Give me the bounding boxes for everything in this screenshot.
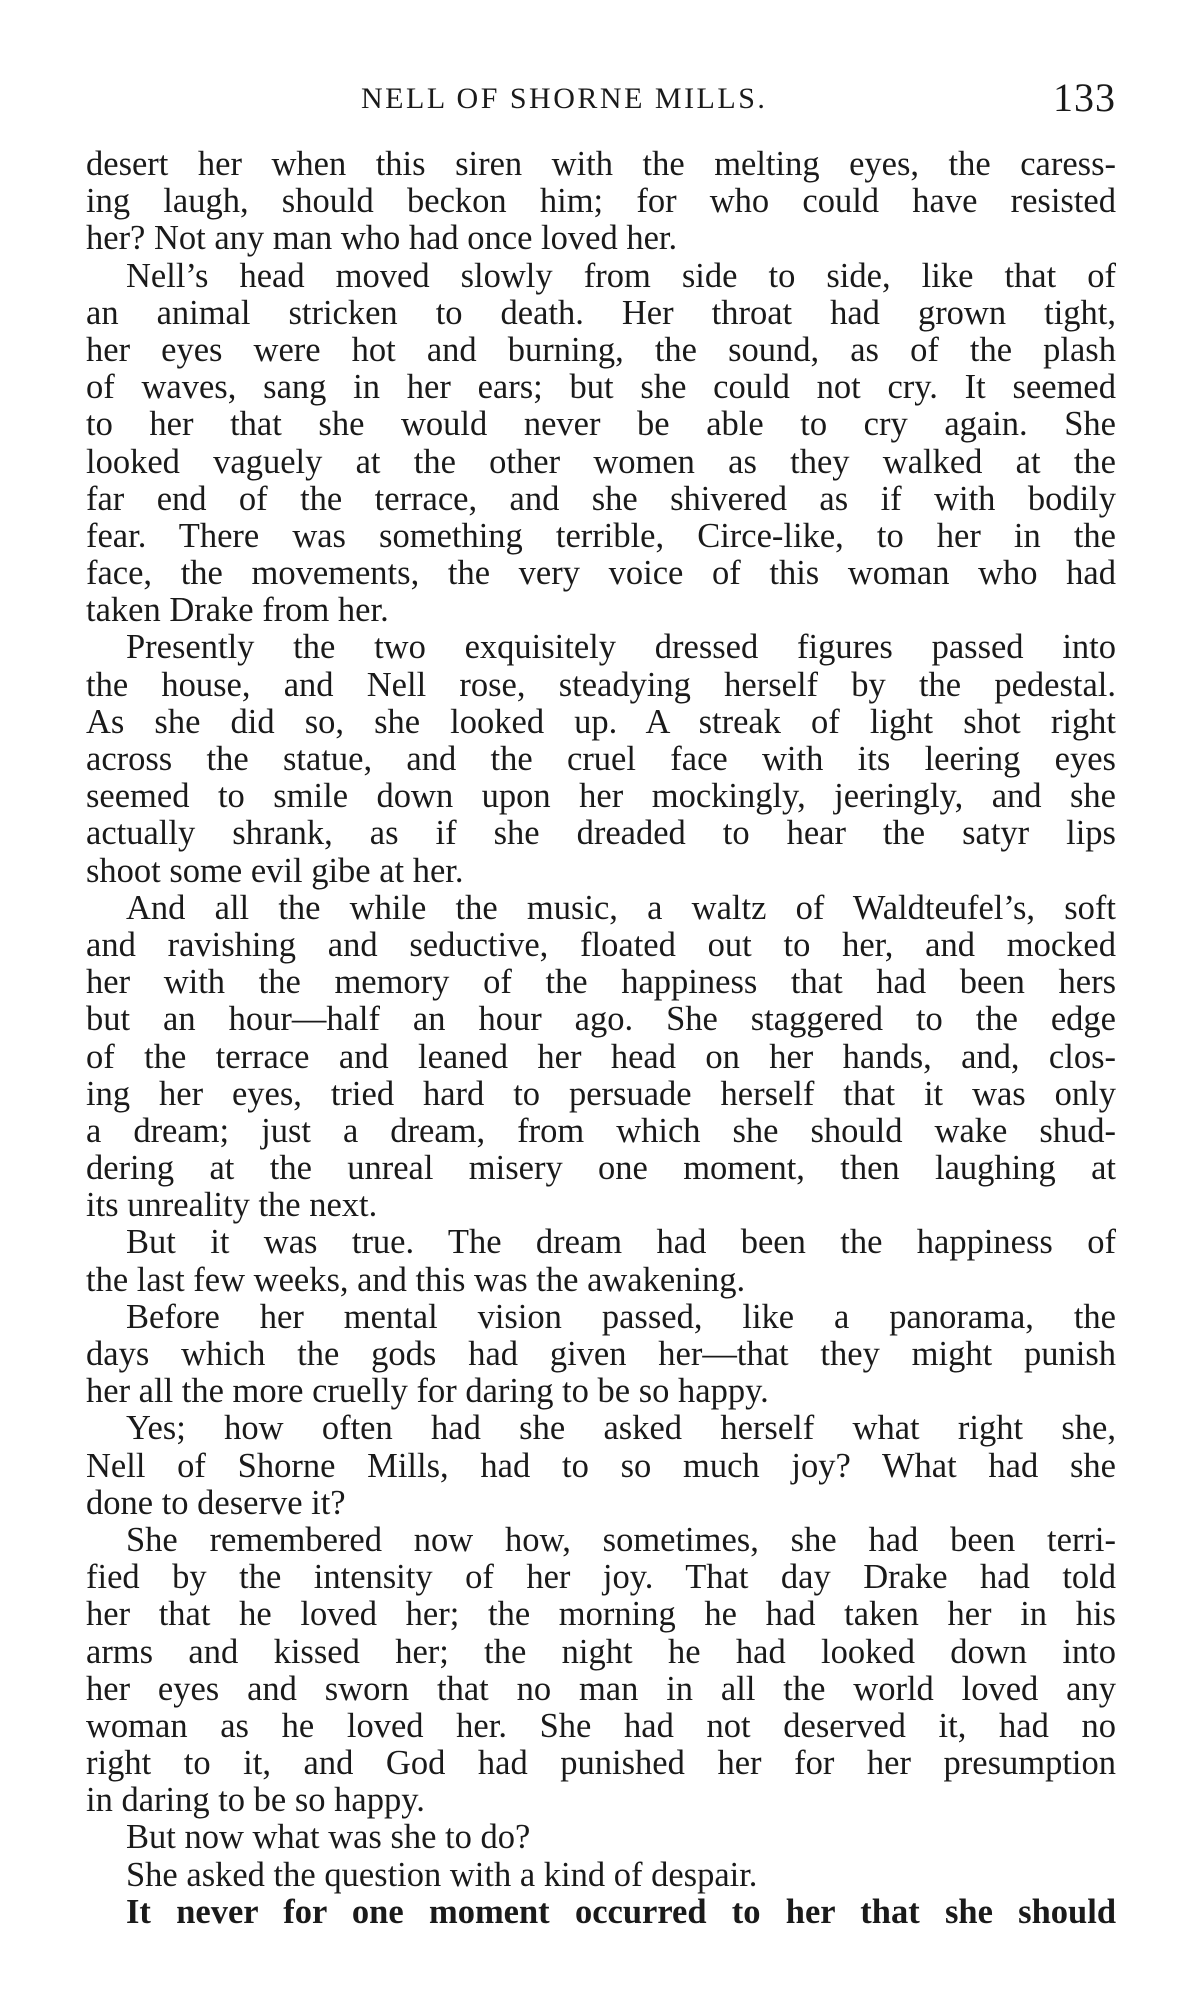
text-line: the house, and Nell rose, steadying herself by the pedestal. <box>86 665 1116 704</box>
text-line: its unreality the next. <box>86 1186 378 1225</box>
text-line: her all the more cruelly for daring to be so happy. <box>86 1372 769 1411</box>
text-line: actually shrank, as if she dreaded to hear the satyr lips <box>86 814 1116 853</box>
text-line: in daring to be so happy. <box>86 1781 425 1820</box>
text-line: far end of the terrace, and she shivered as if with bodily <box>86 479 1116 518</box>
text-line: a dream; just a dream, from which she should wake shud- <box>86 1111 1116 1150</box>
text-line: ing her eyes, tried hard to persuade herself that it was only <box>86 1074 1116 1113</box>
text-line: of waves, sang in her ears; but she could not cry. It seemed <box>86 368 1116 407</box>
text-line: to her that she would never be able to cry again. She <box>86 405 1116 444</box>
text-line: and ravishing and seductive, floated out to her, and mocked <box>86 925 1116 964</box>
page-header <box>86 74 1116 124</box>
text-line: And all the while the music, a waltz of Waldteufel’s, soft <box>126 888 1116 927</box>
text-line: but an hour—half an hour ago. She staggered to the edge <box>86 1000 1116 1039</box>
text-line: It never for one moment occurred to her that she should <box>126 1892 1116 1931</box>
body-text <box>86 146 1116 1931</box>
text-line: woman as he loved her. She had not deserved it, had no <box>86 1706 1116 1745</box>
text-line: across the statue, and the cruel face with its leering eyes <box>86 740 1116 778</box>
text-line: days which the gods had given her—that they might punish <box>86 1335 1116 1373</box>
running-title: NELL OF SHORNE MILLS. <box>361 82 768 115</box>
text-line: her with the memory of the happiness that had been hers <box>86 963 1116 1002</box>
text-line: face, the movements, the very voice of this woman who had <box>86 554 1116 593</box>
text-line: Yes; how often had she asked herself what right she, <box>126 1409 1116 1448</box>
text-line: her eyes were hot and burning, the sound, as of the plash <box>86 330 1116 369</box>
text-line: But it was true. The dream had been the happiness of <box>126 1223 1116 1262</box>
text-line: She remembered now how, sometimes, she had been terri- <box>126 1520 1116 1559</box>
text-line: fied by the intensity of her joy. That day Drake had told <box>86 1558 1116 1597</box>
text-line: arms and kissed her; the night he had looked down into <box>86 1632 1116 1671</box>
text-line: Presently the two exquisitely dressed figures passed into <box>126 628 1116 667</box>
text-line: seemed to smile down upon her mockingly, jeeringly, and she <box>86 777 1116 816</box>
text-line: of the terrace and leaned her head on her hands, and, clos- <box>86 1037 1116 1076</box>
text-line: right to it, and God had punished her for her presumption <box>86 1744 1116 1783</box>
text-line: the last few weeks, and this was the awakening. <box>86 1260 746 1299</box>
text-line: She asked the question with a kind of despair. <box>126 1855 758 1894</box>
text-line: an animal stricken to death. Her throat had grown tight, <box>86 293 1116 332</box>
text-line: ing laugh, should beckon him; for who could have resisted <box>86 182 1116 221</box>
text-line: done to deserve it? <box>86 1483 346 1522</box>
text-line: her eyes and sworn that no man in all the world loved any <box>86 1669 1116 1708</box>
text-line: Nell of Shorne Mills, had to so much joy? What had she <box>86 1446 1116 1485</box>
text-line: taken Drake from her. <box>86 591 389 630</box>
text-line: As she did so, she looked up. A streak of light shot right <box>86 702 1116 741</box>
text-line: Nell’s head moved slowly from side to side, like that of <box>126 256 1116 295</box>
text-line: desert her when this siren with the melting eyes, the caress- <box>86 145 1116 183</box>
text-line: fear. There was something terrible, Circe-like, to her in the <box>86 516 1116 555</box>
text-line: dering at the unreal misery one moment, then laughing at <box>86 1149 1116 1188</box>
text-line: her? Not any man who had once loved her. <box>86 219 678 258</box>
text-line: But now what was she to do? <box>126 1818 531 1857</box>
text-line: Before her mental vision passed, like a panorama, the <box>126 1297 1116 1336</box>
page-number: 133 <box>1053 75 1116 120</box>
text-line: looked vaguely at the other women as they walked at the <box>86 442 1116 481</box>
text-line: her that he loved her; the morning he had taken her in his <box>86 1595 1116 1634</box>
text-line: shoot some evil gibe at her. <box>86 851 464 890</box>
